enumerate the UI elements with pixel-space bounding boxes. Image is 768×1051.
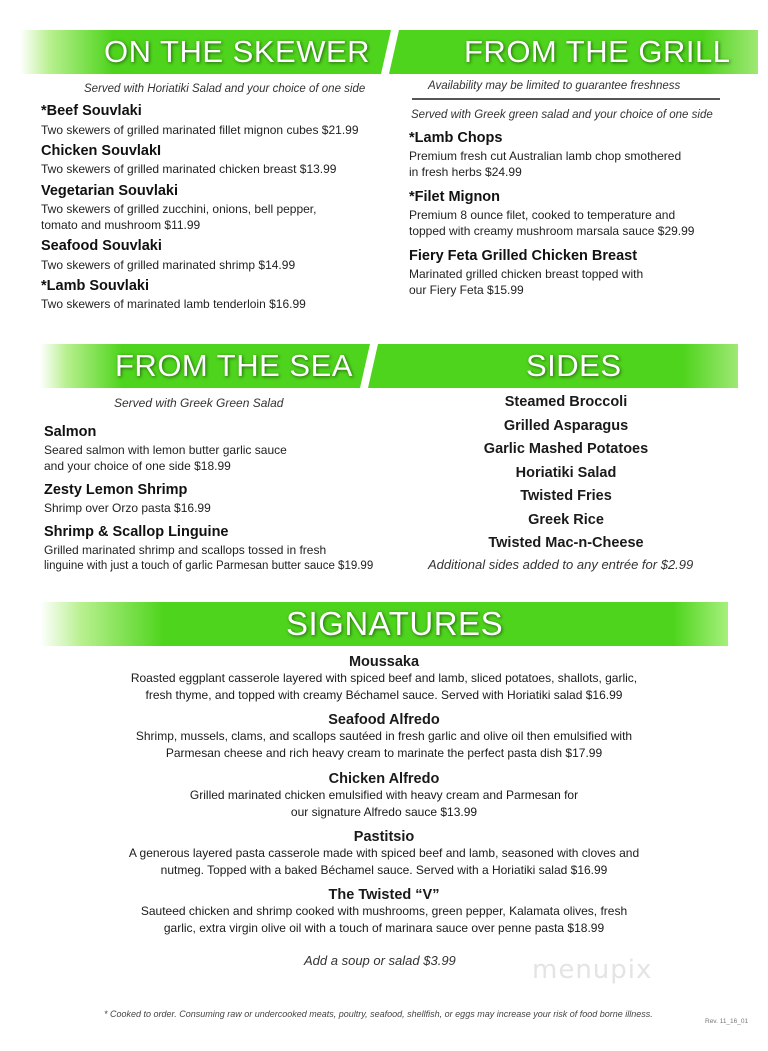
sea-title: FROM THE SEA	[115, 348, 353, 383]
signature-item	[84, 829, 684, 887]
menu-item-desc: Marinated grilled chicken breast topped with	[409, 267, 644, 281]
signature-desc: Roasted eggplant casserole layered with spiced beef and lamb, sliced potatoes, shallots, garlic,	[130, 671, 638, 685]
signatures-banner	[0, 602, 768, 646]
menu-item-desc: in fresh herbs $24.99	[409, 165, 522, 179]
menu-item-name: Chicken SouvlakI	[41, 143, 162, 159]
signature-item	[84, 771, 684, 829]
signature-item	[84, 654, 684, 712]
menu-item-desc: Shrimp over Orzo pasta $16.99	[44, 501, 211, 515]
grill-availability-note: Availability may be limited to guarantee freshness	[428, 80, 681, 92]
footer-disclaimer: * Cooked to order. Consuming raw or undercooked meats, poultry, seafood, shellfish, or eggs may increase your risk of food borne illness.	[104, 1009, 653, 1019]
side-item: Garlic Mashed Potatoes	[483, 441, 649, 457]
signature-item	[84, 887, 684, 945]
signature-desc: Shrimp, mussels, clams, and scallops sautéed in fresh garlic and olive oil then emulsified with	[135, 729, 633, 743]
signatures-title: SIGNATURES	[286, 605, 504, 642]
signatures-list	[84, 654, 684, 945]
menu-item-desc: Premium 8 ounce filet, cooked to temperature and	[409, 208, 676, 222]
menu-item-name: *Filet Mignon	[409, 189, 501, 205]
side-item: Grilled Asparagus	[503, 417, 629, 434]
menu-item-name: *Beef Souvlaki	[41, 103, 142, 119]
menu-item-desc: Two skewers of grilled zucchini, onions, bell pepper,	[41, 202, 317, 216]
menupix-watermark: menupix	[532, 955, 653, 985]
menu-item-name: Salmon	[44, 424, 97, 440]
side-item: Twisted Mac-n-Cheese	[488, 535, 644, 551]
side-item: Greek Rice	[528, 511, 604, 528]
menu-item-desc: Two skewers of grilled marinated shrimp $14.99	[41, 258, 296, 272]
signature-desc: fresh thyme, and topped with creamy Béchamel sauce. Served with Horiatiki salad $16.99	[145, 687, 623, 702]
grill-divider	[412, 98, 720, 100]
grill-title: FROM THE GRILL	[464, 34, 731, 69]
footer-revision: Rev. 11_16_01	[705, 1018, 749, 1025]
menu-item-name: *Lamb Chops	[409, 130, 503, 146]
menu-item-name: *Lamb Souvlaki	[41, 278, 149, 294]
menu-item-desc: Premium fresh cut Australian lamb chop smothered	[409, 149, 682, 163]
signature-desc: Sauteed chicken and shrimp cooked with mushrooms, green pepper, Kalamata olives, fresh	[140, 904, 628, 918]
menu-item-desc: and your choice of one side $18.99	[44, 459, 231, 473]
sea-banner	[0, 344, 768, 388]
menu-item-name: Zesty Lemon Shrimp	[44, 482, 188, 498]
signature-name: Moussaka	[348, 654, 420, 670]
menu-item-desc: Two skewers of marinated lamb tenderloin $16.99	[41, 297, 306, 311]
skewer-title: ON THE SKEWER	[104, 34, 371, 69]
sides-list	[414, 394, 718, 559]
sea-subtitle: Served with Greek Green Salad	[114, 396, 284, 410]
menu-item-desc: Grilled marinated shrimp and scallops tossed in fresh	[44, 543, 327, 557]
sides-note: Additional sides added to any entrée for $2.99	[428, 557, 694, 572]
signatures-addon: Add a soup or salad $3.99	[304, 953, 456, 968]
menu-item-name: Seafood Souvlaki	[41, 238, 162, 254]
menu-item-desc: Two skewers of grilled marinated chicken breast $13.99	[41, 162, 337, 176]
side-item: Horiatiki Salad	[515, 464, 617, 481]
menu-item-desc: tomato and mushroom $11.99	[41, 218, 201, 232]
menu-item-desc: Seared salmon with lemon butter garlic sauce	[44, 443, 287, 457]
menu-item-desc: Two skewers of grilled marinated fillet mignon cubes $21.99	[41, 123, 359, 137]
menu-item-name: Shrimp & Scallop Linguine	[44, 524, 229, 540]
menu-item-desc: topped with creamy mushroom marsala sauce $29.99	[409, 224, 695, 238]
side-item: Steamed Broccoli	[504, 394, 628, 410]
signature-desc: A generous layered pasta casserole made with spiced beef and lamb, seasoned with cloves and	[128, 846, 640, 860]
signature-desc: nutmeg. Topped with a baked Béchamel sauce. Served with a Horiatiki salad $16.99	[160, 862, 608, 877]
signature-name: Seafood Alfredo	[328, 712, 440, 728]
signature-desc: garlic, extra virgin olive oil with a touch of marinara sauce over penne pasta $18.99	[163, 920, 605, 935]
signature-desc: Parmesan cheese and rich heavy cream to marinate the perfect pasta dish $17.99	[165, 745, 603, 760]
menu-item-name: Vegetarian Souvlaki	[41, 183, 179, 199]
menu-item-name: Fiery Feta Grilled Chicken Breast	[409, 248, 638, 264]
signature-desc: our signature Alfredo sauce $13.99	[290, 804, 478, 819]
side-item: Twisted Fries	[520, 488, 612, 504]
signature-item	[84, 712, 684, 771]
signature-desc: Grilled marinated chicken emulsified with heavy cream and Parmesan for	[189, 788, 579, 802]
skewer-subtitle: Served with Horiatiki Salad and your choice of one side	[84, 83, 366, 95]
signature-name: Pastitsio	[353, 829, 415, 845]
menu-item-desc: our Fiery Feta $15.99	[409, 283, 524, 297]
signature-name: The Twisted “V”	[328, 887, 440, 903]
skewer-banner	[0, 30, 768, 74]
signature-name: Chicken Alfredo	[328, 771, 440, 787]
menu-item-desc: linguine with just a touch of garlic Parmesan butter sauce $19.99	[44, 560, 374, 572]
sides-title: SIDES	[526, 348, 622, 383]
grill-subtitle: Served with Greek green salad and your choice of one side	[411, 109, 713, 121]
